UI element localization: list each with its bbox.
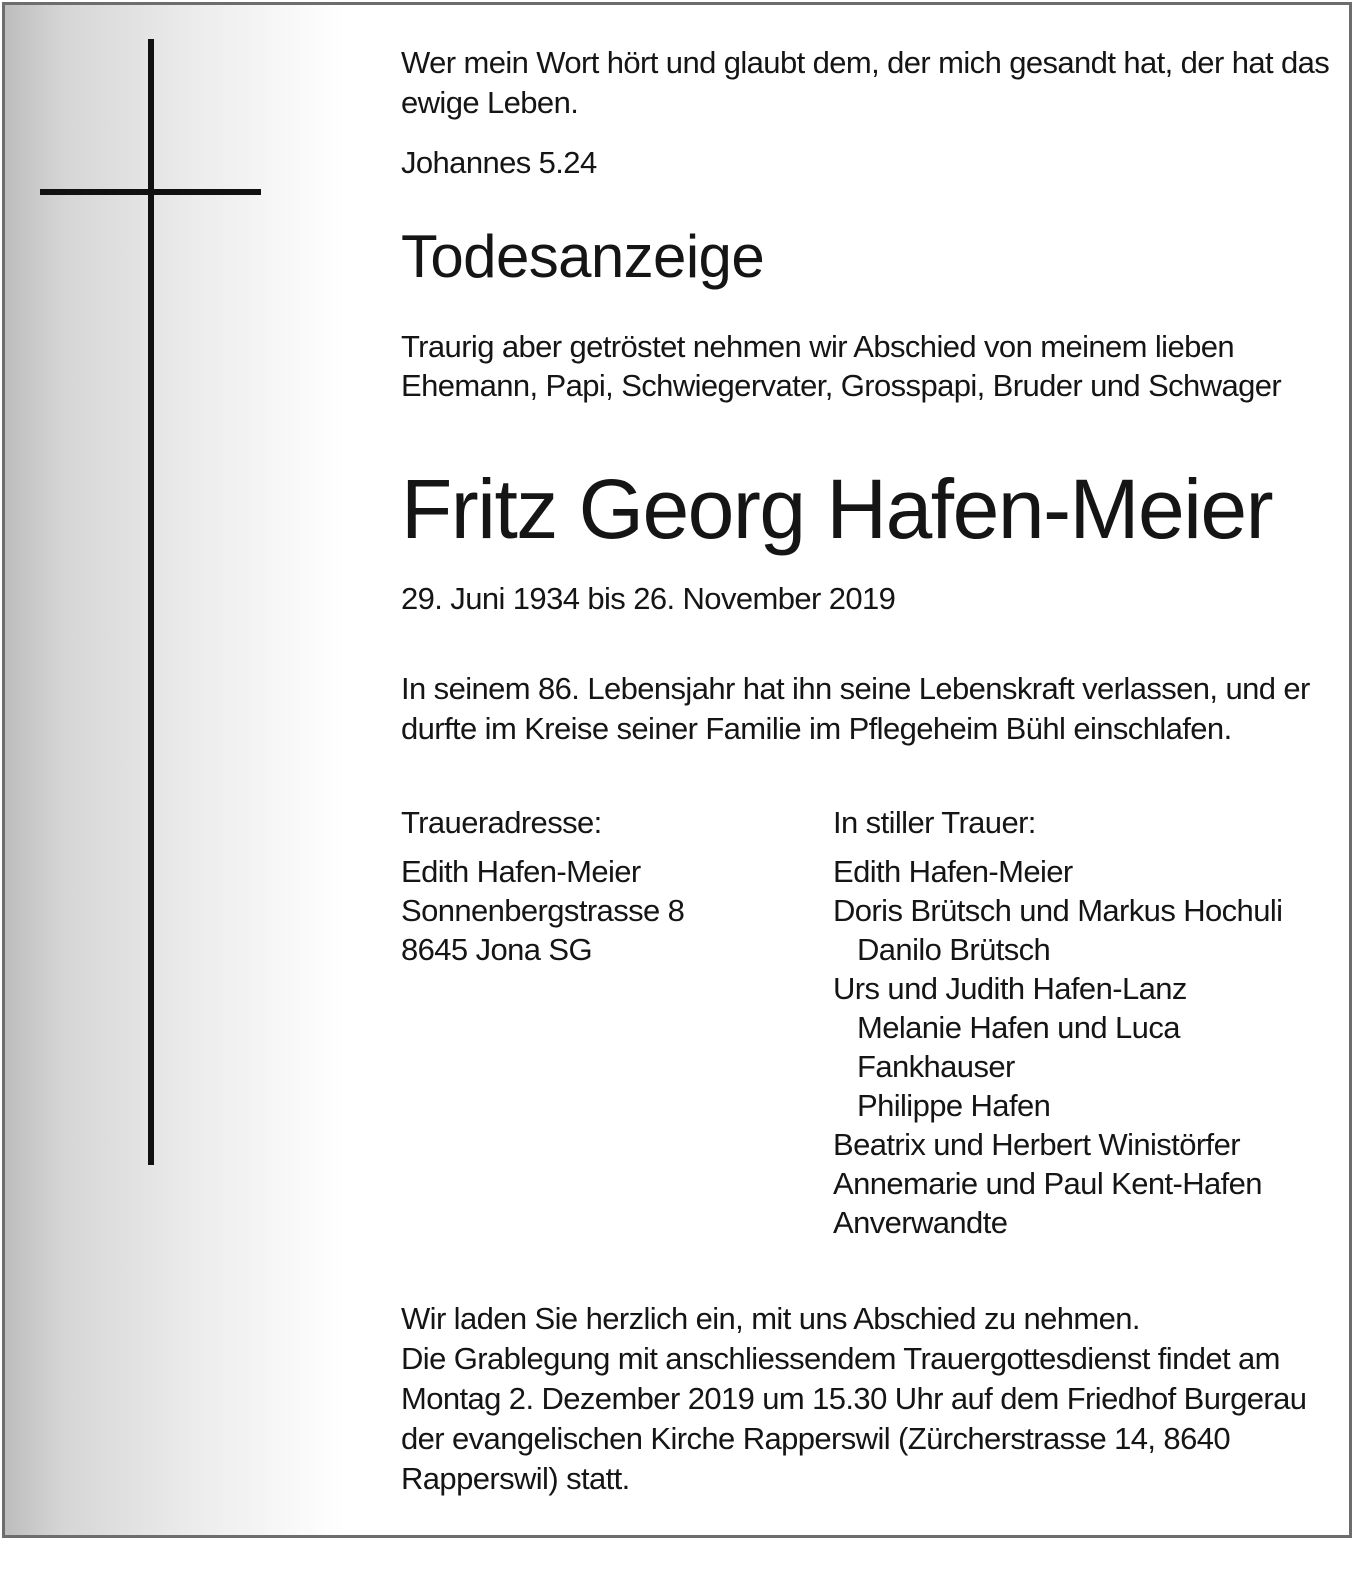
intro-text [401, 327, 1331, 405]
cross-icon-crossbar [40, 189, 261, 195]
address-line: Sonnenbergstrasse 8 [401, 893, 685, 928]
bible-verse-reference: Johannes 5.24 [401, 145, 597, 180]
intro-line: Traurig aber getröstet nehmen wir Abschied von meinem lieben [401, 329, 1235, 364]
life-note [401, 669, 1331, 749]
address-line: 8645 Jona SG [401, 932, 593, 967]
life-dates: 29. Juni 1934 bis 26. November 2019 [401, 581, 896, 616]
invitation-line: Die Grablegung mit anschliessendem Trauergottesdienst findet am [401, 1341, 1280, 1376]
mourning-address-heading: Traueradresse: [401, 805, 602, 840]
cross-icon [148, 39, 154, 1165]
mourner-entry: Melanie Hafen und Luca [857, 1010, 1180, 1045]
bible-verse [401, 43, 1331, 123]
intro-line: Ehemann, Papi, Schwiegervater, Grosspapi, Bruder und Schwager [401, 368, 1282, 403]
life-note-line: durfte im Kreise seiner Familie im Pflegeheim Bühl einschlafen. [401, 711, 1232, 746]
invitation-line: der evangelischen Kirche Rapperswil (Zürcherstrasse 14, 8640 [401, 1421, 1230, 1456]
obituary-frame [2, 2, 1352, 1538]
invitation-line: Wir laden Sie herzlich ein, mit uns Abschied zu nehmen. [401, 1301, 1140, 1336]
invitation-line: Montag 2. Dezember 2019 um 15.30 Uhr auf dem Friedhof Burgerau [401, 1381, 1307, 1416]
mourner-entry: Anverwandte [833, 1205, 1008, 1240]
mourners-heading: In stiller Trauer: [833, 805, 1036, 840]
mourner-entry: Danilo Brütsch [857, 932, 1051, 967]
mourner-entry: Philippe Hafen [857, 1088, 1051, 1123]
invitation-line: Rapperswil) statt. [401, 1461, 630, 1496]
life-note-line: In seinem 86. Lebensjahr hat ihn seine Lebenskraft verlassen, und er [401, 671, 1310, 706]
mourning-address [401, 803, 821, 969]
invitation-text [401, 1299, 1331, 1499]
deceased-name: Fritz Georg Hafen-Meier [401, 462, 1273, 556]
bible-verse-line: Wer mein Wort hört und glaubt dem, der mich gesandt hat, der hat das [401, 45, 1330, 80]
mourner-entry: Urs und Judith Hafen-Lanz [833, 971, 1187, 1006]
mourner-entry: Edith Hafen-Meier [833, 854, 1073, 889]
mourner-entry: Fankhauser [857, 1049, 1015, 1084]
bible-verse-line: ewige Leben. [401, 85, 579, 120]
mourner-entry: Annemarie und Paul Kent-Hafen [833, 1166, 1262, 1201]
mourner-entry: Beatrix und Herbert Winistörfer [833, 1127, 1240, 1162]
mourners-list [833, 803, 1331, 1242]
mourner-entry: Doris Brütsch und Markus Hochuli [833, 893, 1283, 928]
page-title: Todesanzeige [401, 223, 765, 290]
address-line: Edith Hafen-Meier [401, 854, 641, 889]
